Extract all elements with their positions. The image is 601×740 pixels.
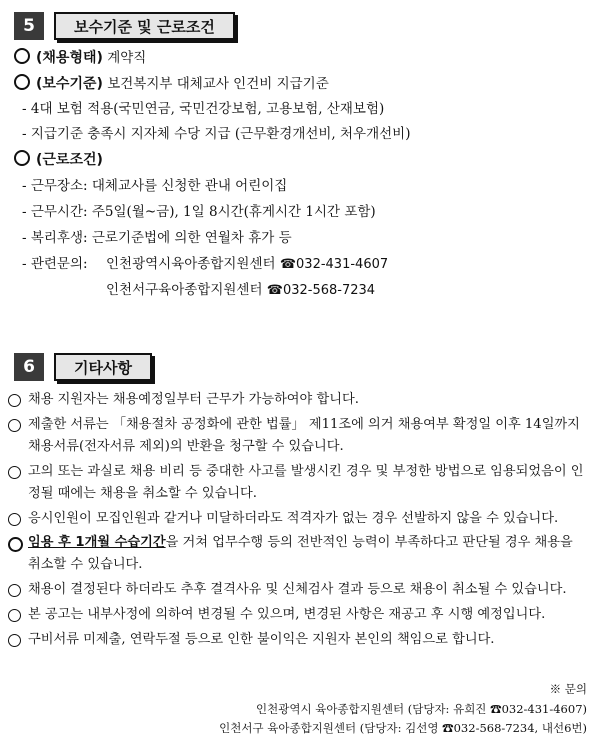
bullet-circle-icon [8, 513, 21, 526]
work-item-label: - 근무시간: [22, 204, 88, 220]
pay-item: - 4대 보험 적용(국민연금, 국민건강보험, 고용보험, 산재보험) [22, 101, 385, 117]
employment-type-value: 계약직 [107, 50, 147, 66]
section-6-number: 6 [14, 353, 44, 381]
notice-item [28, 508, 588, 530]
pay-standard-value: 보건복지부 대체교사 인건비 지급기준 [107, 76, 329, 92]
work-conditions-label: (근로조건) [36, 152, 103, 168]
pay-standard-label: (보수기준) [36, 76, 103, 92]
bullet-circle-icon [8, 609, 21, 622]
contact-org: 인천서구육아종합지원센터 [106, 282, 263, 298]
notice-text: 을 거쳐 업무수행 등의 전반적인 능력이 부족하다고 판단될 경우 채용을 취소할 수 있습니다. [28, 535, 573, 572]
contact-phone: ☎032-431-4607 [279, 257, 389, 272]
contact-label: - 관련문의: [22, 256, 88, 272]
bullet-circle-icon [8, 634, 21, 647]
notice-item [28, 604, 588, 626]
notice-item-probation [28, 532, 588, 576]
work-item-welfare [22, 228, 292, 248]
bullet-circle-icon [14, 150, 30, 166]
probation-emphasis: 임용 후 1개월 수습기간 [28, 535, 166, 550]
notice-text: 제출한 서류는 「채용절차 공정화에 관한 법률」 제11조에 의거 채용여부 확정일 이후 14일까지 채용서류(전자서류 제외)의 반환을 청구할 수 있습니다. [28, 417, 580, 454]
notice-item [28, 629, 588, 651]
notice-item [28, 389, 588, 411]
pay-standard-line [14, 74, 329, 94]
bullet-circle-icon [14, 74, 30, 90]
bullet-circle-icon [8, 466, 21, 479]
work-conditions-line [14, 150, 103, 170]
notice-text: 응시인원이 모집인원과 같거나 미달하더라도 적격자가 없는 경우 선발하지 않을 수 있습니다. [28, 511, 559, 526]
work-item-value: 대체교사를 신청한 관내 어린이집 [91, 178, 288, 194]
notice-text: 본 공고는 내부사정에 의하여 변경될 수 있으며, 변경된 사항은 재공고 후 시행 예정입니다. [28, 607, 546, 622]
notice-item [28, 461, 588, 505]
notice-item [28, 414, 588, 458]
contact-row [106, 280, 375, 301]
pay-item: - 지급기준 충족시 지자체 수당 지급 (근무환경개선비, 처우개선비) [22, 126, 411, 142]
work-item-hours [22, 202, 376, 222]
work-item-label: - 복리후생: [22, 230, 88, 246]
bullet-circle-icon [8, 394, 21, 407]
section-6-title: 기타사항 [54, 353, 152, 381]
contact-phone: ☎032-568-7234 [266, 283, 376, 298]
work-item-place [22, 176, 287, 196]
notice-text: 채용이 결정된다 하더라도 추후 결격사유 및 신체검사 결과 등으로 채용이 취소될 수 있습니다. [28, 582, 567, 597]
section-6-header [14, 353, 152, 381]
bullet-circle-icon [8, 419, 21, 432]
work-item-value: 근로기준법에 의한 연월차 휴가 등 [91, 230, 292, 246]
bullet-circle-icon [8, 584, 21, 597]
section-5-number: 5 [14, 12, 44, 40]
section-5-title: 보수기준 및 근로조건 [54, 12, 235, 40]
employment-type-line [14, 48, 146, 68]
work-item-value: 주5일(월~금), 1일 8시간(휴게시간 1시간 포함) [91, 204, 376, 220]
contact-org: 인천광역시육아종합지원센터 [106, 256, 276, 272]
bullet-circle-icon [8, 537, 23, 552]
employment-type-label: (채용형태) [36, 50, 103, 66]
footer-label: ※ 문의 [549, 682, 587, 696]
footer-contact-1: 인천광역시 육아종합지원센터 (담당자: 유희진 ☎032-431-4607) [256, 702, 587, 716]
contact-row [106, 254, 388, 275]
footer-contact-2: 인천서구 육아종합지원센터 (담당자: 김선영 ☎032-568-7234, 내선6번) [219, 721, 587, 735]
bullet-circle-icon [14, 48, 30, 64]
notice-item [28, 579, 588, 601]
work-item-label: - 근무장소: [22, 178, 88, 194]
notice-text: 구비서류 미제출, 연락두절 등으로 인한 불이익은 지원자 본인의 책임으로 합니다. [28, 632, 495, 647]
notice-text: 채용 지원자는 채용예정일부터 근무가 가능하여야 합니다. [28, 392, 359, 407]
notice-text: 고의 또는 과실로 채용 비리 등 중대한 사고를 발생시킨 경우 및 부정한 방법으로 임용되었음이 인정될 때에는 채용을 취소할 수 있습니다. [28, 464, 584, 501]
section-5-header [14, 12, 235, 40]
